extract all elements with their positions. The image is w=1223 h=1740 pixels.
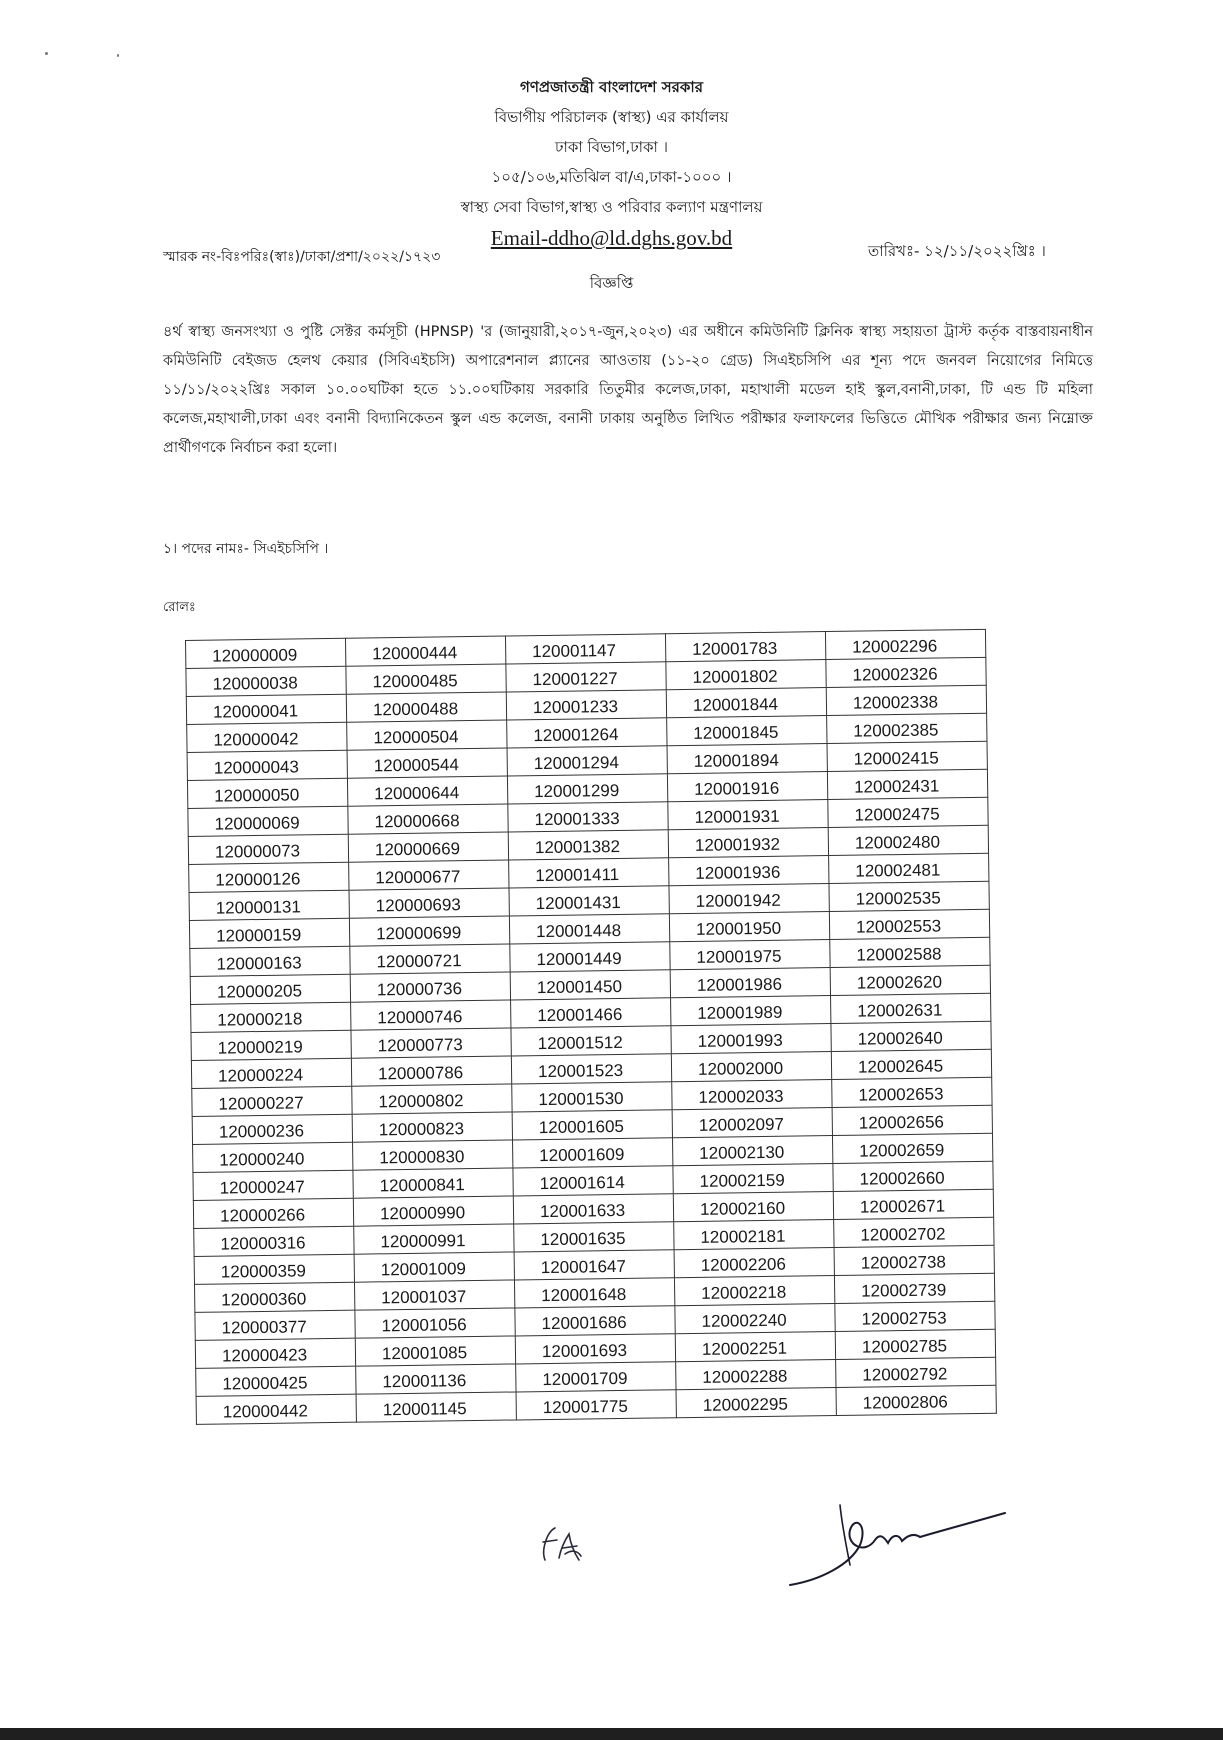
roll-number-cell: 120002620	[830, 965, 990, 995]
roll-number-cell: 120002671	[833, 1189, 993, 1219]
roll-number-cell: 120000544	[347, 748, 507, 778]
roll-number-cell: 120000050	[187, 778, 347, 808]
roll-number-cell: 120001635	[514, 1222, 674, 1252]
roll-number-cell: 120001145	[356, 1392, 516, 1422]
office-name: বিভাগীয় পরিচালক (স্বাস্থ্য) এর কার্যালয়	[494, 108, 729, 126]
roll-number-cell: 120001448	[509, 914, 669, 944]
roll-number-cell: 120002702	[834, 1217, 994, 1247]
roll-number-cell: 120000721	[350, 944, 510, 974]
memo-number: স্মারক নং-বিঃপরিঃ(স্বাঃ)/ঢাকা/প্রশা/২০২২/১৭২৩	[163, 249, 441, 265]
roll-number-cell: 120001894	[667, 744, 827, 774]
roll-number-cell: 120000126	[189, 862, 349, 892]
roll-number-cell: 120002338	[826, 685, 986, 715]
office-address: ১০৫/১০৬,মতিঝিল বা/এ,ঢাকা-১০০০ ।	[491, 168, 732, 186]
roll-number-cell: 120002645	[831, 1049, 991, 1079]
roll-number-cell: 120002160	[673, 1192, 833, 1222]
roll-number-cell: 120000830	[353, 1140, 513, 1170]
roll-number-cell: 120001147	[505, 634, 665, 664]
roll-number-cell: 120000236	[192, 1114, 352, 1144]
roll-number-cell: 120000266	[193, 1198, 353, 1228]
roll-number-cell: 120002738	[834, 1245, 994, 1275]
roll-number-cell: 120001986	[670, 968, 830, 998]
roll-number-cell: 120001450	[510, 970, 670, 1000]
roll-number-cell: 120002475	[828, 797, 988, 827]
roll-number-cell: 120001264	[507, 718, 667, 748]
roll-number-cell: 120001609	[513, 1138, 673, 1168]
roll-number-cell: 120001775	[516, 1390, 676, 1420]
roll-number-cell: 120002739	[834, 1273, 994, 1303]
roll-number-cell: 120000802	[352, 1084, 512, 1114]
roll-number-cell: 120001942	[669, 884, 829, 914]
roll-number-cell: 120002806	[836, 1385, 996, 1415]
roll-number-cell: 120001530	[512, 1082, 672, 1112]
roll-number-cell: 120001299	[507, 774, 667, 804]
roll-number-cell: 120002130	[672, 1136, 832, 1166]
roll-number-cell: 120001932	[668, 828, 828, 858]
roll-number-cell: 120002656	[832, 1105, 992, 1135]
roll-number-cell: 120002481	[829, 853, 989, 883]
roll-number-cell: 120001975	[670, 940, 830, 970]
roll-number-cell: 120000504	[347, 720, 507, 750]
roll-number-cell: 120002097	[672, 1108, 832, 1138]
roll-number-cell: 120000038	[186, 666, 346, 696]
ministry-name: স্বাস্থ্য সেবা বিভাগ,স্বাস্থ্য ও পরিবার কল্যাণ মন্ত্রণালয়	[460, 198, 763, 216]
roll-label: রোলঃ	[163, 600, 196, 615]
roll-number-cell: 120002631	[831, 993, 991, 1023]
roll-number-cell: 120001633	[513, 1194, 673, 1224]
roll-number-cell: 120000227	[192, 1086, 352, 1116]
roll-number-cell: 120002206	[674, 1247, 834, 1277]
roll-number-cell: 120002415	[827, 741, 987, 771]
roll-number-cell: 120001227	[506, 662, 666, 692]
roll-number-cell: 120002553	[829, 909, 989, 939]
roll-number-cell: 120001009	[354, 1252, 514, 1282]
initials-mark	[535, 1520, 595, 1570]
roll-number-cell: 120001989	[671, 996, 831, 1026]
roll-number-cell: 120000316	[194, 1226, 354, 1256]
roll-number-cell: 120002660	[833, 1161, 993, 1191]
roll-number-cell: 120001411	[509, 858, 669, 888]
division-name: ঢাকা বিভাগ,ঢাকা ।	[554, 138, 669, 156]
roll-number-cell: 120002288	[676, 1359, 836, 1389]
roll-number-cell: 120002480	[828, 825, 988, 855]
roll-number-cell: 120002033	[672, 1080, 832, 1110]
roll-number-cell: 120001614	[513, 1166, 673, 1196]
roll-number-cell: 120000773	[351, 1028, 511, 1058]
roll-number-cell: 120001693	[515, 1334, 675, 1364]
scan-speck	[45, 52, 48, 55]
roll-number-cell: 120001936	[669, 856, 829, 886]
roll-number-cell: 120000009	[186, 638, 346, 668]
roll-number-cell: 120001466	[511, 998, 671, 1028]
roll-number-cell: 120001845	[667, 716, 827, 746]
roll-number-cell: 120000360	[194, 1282, 354, 1312]
roll-number-cell: 120002792	[836, 1357, 996, 1387]
roll-number-cell: 120001085	[355, 1336, 515, 1366]
roll-number-cell: 120001431	[509, 886, 669, 916]
roll-number-cell: 120000041	[186, 694, 346, 724]
roll-number-cell: 120000247	[193, 1170, 353, 1200]
roll-number-cell: 120002251	[675, 1331, 835, 1361]
roll-number-cell: 120001686	[515, 1306, 675, 1336]
scan-speck	[117, 54, 119, 57]
roll-number-cell: 120001333	[508, 802, 668, 832]
roll-number-cell: 120001916	[667, 772, 827, 802]
roll-number-cell: 120000159	[189, 918, 349, 948]
roll-number-cell: 120001931	[668, 800, 828, 830]
roll-number-cell: 120002296	[825, 629, 985, 659]
roll-number-cell: 120000644	[347, 776, 507, 806]
roll-number-cell: 120002753	[835, 1301, 995, 1331]
roll-number-cell: 120000069	[188, 806, 348, 836]
roll-number-cell: 120000444	[345, 636, 505, 666]
roll-number-cell: 120000699	[349, 916, 509, 946]
roll-number-cell: 120001605	[512, 1110, 672, 1140]
roll-number-table	[185, 629, 997, 1425]
roll-number-cell: 120000746	[351, 1000, 511, 1030]
roll-number-cell: 120002653	[832, 1077, 992, 1107]
roll-number-cell: 120001709	[516, 1362, 676, 1392]
roll-number-cell: 120000423	[195, 1338, 355, 1368]
roll-number-cell: 120000677	[349, 860, 509, 890]
roll-number-cell: 120002431	[827, 769, 987, 799]
roll-number-cell: 120002659	[832, 1133, 992, 1163]
roll-number-cell: 120000668	[348, 804, 508, 834]
roll-number-cell: 120000736	[350, 972, 510, 1002]
post-name-line: ১। পদের নামঃ- সিএইচসিপি ।	[163, 541, 329, 557]
signature-mark	[780, 1485, 1020, 1595]
roll-number-cell: 120001783	[665, 632, 825, 662]
roll-number-cell: 120001294	[507, 746, 667, 776]
roll-number-cell: 120000786	[351, 1056, 511, 1086]
roll-number-cell: 120000442	[196, 1394, 356, 1424]
roll-number-cell: 120002785	[835, 1329, 995, 1359]
roll-number-cell: 120000359	[194, 1254, 354, 1284]
roll-number-cell: 120000841	[353, 1168, 513, 1198]
roll-number-cell: 120000823	[352, 1112, 512, 1142]
roll-number-cell: 120000218	[191, 1002, 351, 1032]
roll-number-cell: 120001512	[511, 1026, 671, 1056]
roll-number-cell: 120002385	[827, 713, 987, 743]
roll-number-cell: 120002588	[830, 937, 990, 967]
roll-number-cell: 120000488	[346, 692, 506, 722]
roll-number-cell: 120001037	[354, 1280, 514, 1310]
roll-number-cell: 120002240	[675, 1303, 835, 1333]
roll-number-cell: 120002159	[673, 1164, 833, 1194]
roll-number-cell: 120001449	[510, 942, 670, 972]
letterhead	[0, 72, 1223, 254]
roll-number-cell: 120002535	[829, 881, 989, 911]
roll-number-cell: 120001136	[356, 1364, 516, 1394]
roll-number-cell: 120000073	[188, 834, 348, 864]
roll-number-cell: 120001056	[355, 1308, 515, 1338]
scan-bottom-edge	[0, 1728, 1223, 1740]
roll-number-cell: 120000693	[349, 888, 509, 918]
roll-number-cell: 120000163	[190, 946, 350, 976]
issue-date: তারিখঃ- ১২/১১/২০২২খ্রিঃ ।	[868, 242, 1046, 260]
roll-number-cell: 120002181	[674, 1219, 834, 1249]
roll-number-cell: 120001950	[669, 912, 829, 942]
roll-number-cell: 120001382	[508, 830, 668, 860]
roll-number-cell: 120000043	[187, 750, 347, 780]
roll-number-cell: 120000131	[189, 890, 349, 920]
roll-number-cell: 120001648	[514, 1278, 674, 1308]
notice-body: ৪র্থ স্বাস্থ্য জনসংখ্যা ও পুষ্টি সেক্টর কর্মসূচী (HPNSP) 'র (জানুয়ারী,২০১৭-জুন,২০২৩) এর অধীনে কমিউনিটি ক্লিনিক স্বাস্থ্য সহায়তা ট্রাস্ট কর্তৃক বাস্তবায়নাধীন কমিউনিটি বেইজড হেলথ কেয়ার (সিবিএইচসি) অপারেশনাল প্ল্যানের আওতায় (১১-২০ গ্রেড) সিএইচসিপি এর শূন্য পদে জনবল নিয়োগের নিমিত্তে ১১/১১/২০২২খ্রিঃ সকাল ১০.০০ঘটিকা হতে ১১.০০ঘটিকায় সরকারি তিতুমীর কলেজ,ঢাকা, মহাখালী মডেল হাই স্কুল,বনানী,ঢাকা, টি এন্ড টি মহিলা কলেজ,মহাখালী,ঢাকা এবং বনানী বিদ্যানিকেতন স্কুল এন্ড কলেজ, বনানী ঢাকায় অনুষ্ঠিত লিখিত পরীক্ষার ফলাফলের ভিত্তিতে মৌখিক পরীক্ষার জন্য নিম্নোক্ত প্রার্থীগণকে নির্বাচন করা হলো।	[163, 324, 1093, 456]
roll-number-cell: 120000042	[187, 722, 347, 752]
roll-number-cell: 120001993	[671, 1024, 831, 1054]
roll-number-cell: 120002295	[676, 1387, 836, 1417]
roll-number-cell: 120001844	[666, 688, 826, 718]
office-email: Email-ddho@ld.dghs.gov.bd	[490, 226, 733, 250]
roll-number-cell: 120000485	[346, 664, 506, 694]
roll-number-cell: 120000990	[353, 1196, 513, 1226]
roll-number-cell: 120001647	[514, 1250, 674, 1280]
roll-number-cell: 120000224	[191, 1058, 351, 1088]
roll-number-cell: 120000205	[190, 974, 350, 1004]
roll-number-cell: 120000240	[193, 1142, 353, 1172]
roll-number-cell: 120000377	[195, 1310, 355, 1340]
roll-number-cell: 120002326	[826, 657, 986, 687]
roll-number-cell: 120001233	[506, 690, 666, 720]
roll-number-cell: 120000991	[354, 1224, 514, 1254]
roll-number-cell: 120000425	[196, 1366, 356, 1396]
government-name: গণপ্রজাতন্ত্রী বাংলাদেশ সরকার	[520, 78, 703, 96]
notice-title: বিজ্ঞপ্তি	[589, 274, 634, 292]
roll-number-cell: 120000219	[191, 1030, 351, 1060]
roll-number-cell: 120000669	[348, 832, 508, 862]
roll-number-cell: 120002000	[671, 1052, 831, 1082]
roll-number-cell: 120002640	[831, 1021, 991, 1051]
roll-number-cell: 120001523	[511, 1054, 671, 1084]
roll-number-cell: 120002218	[674, 1275, 834, 1305]
roll-number-cell: 120001802	[666, 660, 826, 690]
